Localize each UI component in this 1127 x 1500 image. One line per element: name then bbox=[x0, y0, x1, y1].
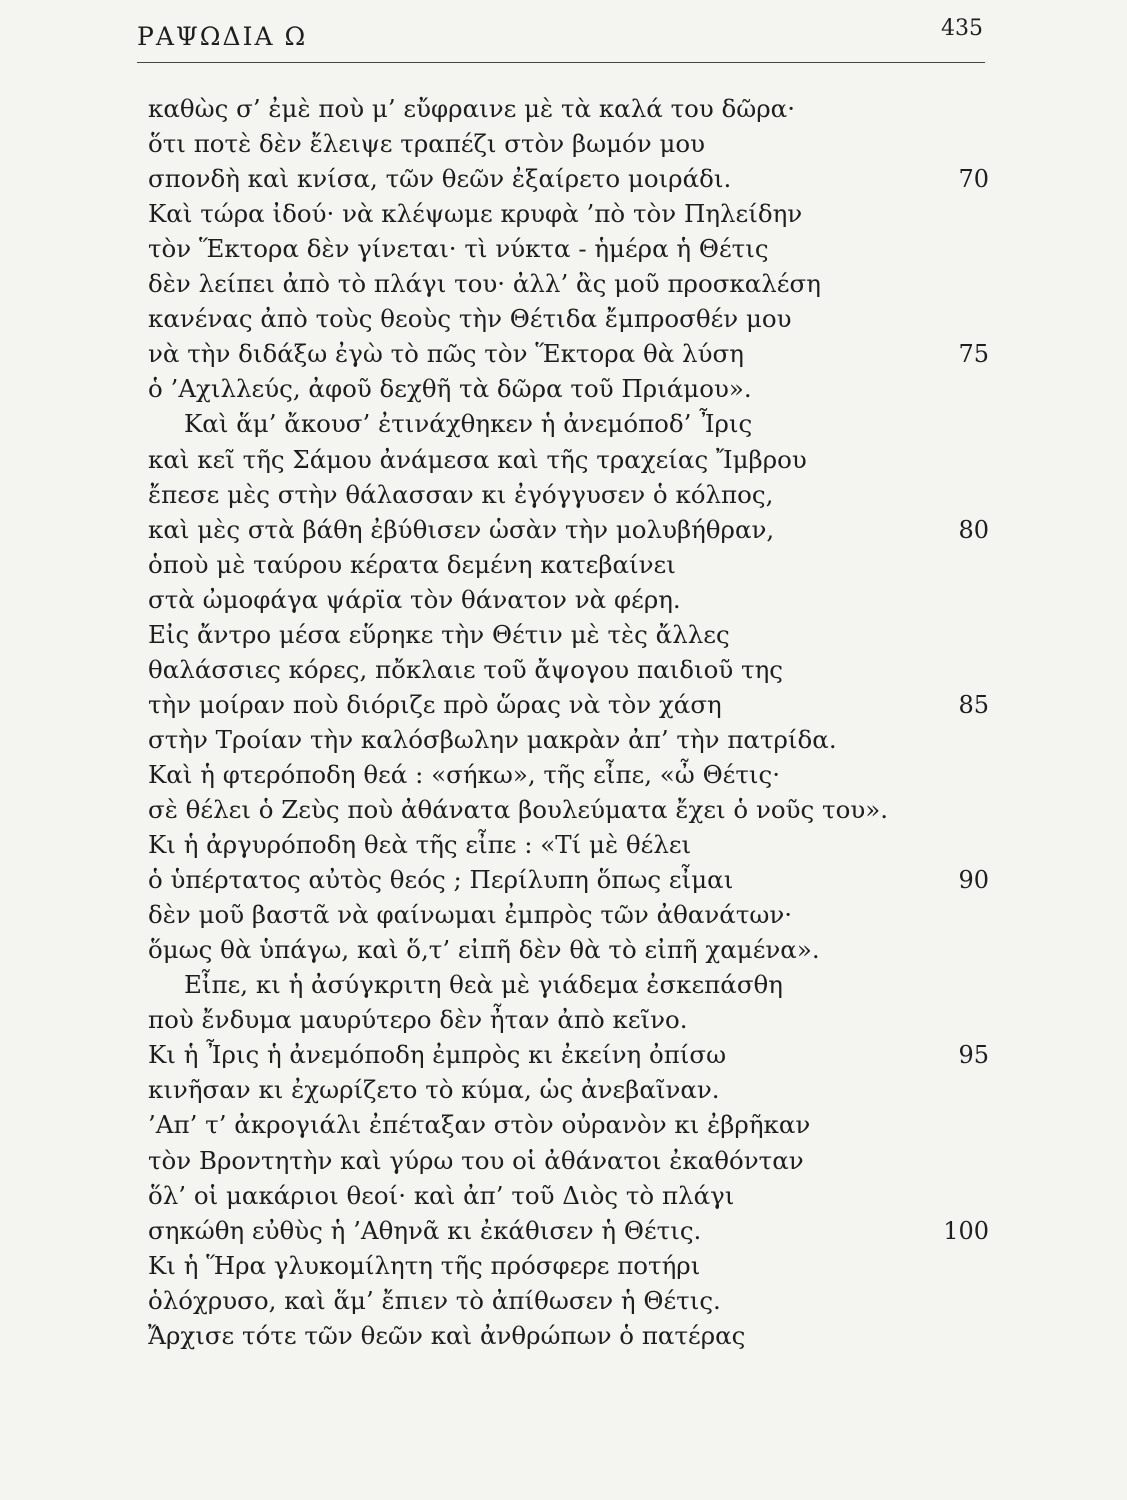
page-number: 435 bbox=[941, 16, 983, 41]
verse-line: ὅτι ποτὲ δὲν ἔλειψε τραπέζι στὸν βωμόν μου bbox=[148, 129, 706, 158]
verse-line: σπονδὴ καὶ κνίσα, τῶν θεῶν ἐξαίρετο μοιράδι. bbox=[148, 164, 732, 193]
verse-line: ὁ ὑπέρτατος αὐτὸς θεός ; Περίλυπη ὅπως εἶμαι bbox=[148, 865, 734, 894]
verse-line: ὁλόχρυσο, καὶ ἅμ’ ἔπιεν τὸ ἀπίθωσεν ἡ Θέτις. bbox=[148, 1286, 721, 1315]
line-number: 75 bbox=[958, 340, 989, 368]
verse-line: νὰ τὴν διδάξω ἐγὼ τὸ πῶς τὸν Ἕκτορα θὰ λύση bbox=[148, 339, 744, 368]
verse-line: ’Απ’ τ’ ἀκρογιάλι ἐπέταξαν στὸν οὐρανὸν κι ἐβρῆκαν bbox=[148, 1110, 811, 1139]
header-rule bbox=[137, 62, 985, 63]
running-header-title: ΡΑΨΩΔΙΑ Ω bbox=[137, 22, 308, 51]
verse-line: κανένας ἀπὸ τοὺς θεοὺς τὴν Θέτιδα ἔμπροσθέν μου bbox=[148, 304, 792, 333]
verse-line: Καὶ τώρα ἰδού· νὰ κλέψωμε κρυφὰ ’πὸ τὸν Πηλείδην bbox=[148, 199, 803, 228]
line-number: 90 bbox=[958, 866, 989, 894]
verse-line: τὸν Βροντητὴν καὶ γύρω του οἱ ἀθάνατοι ἐκαθόνταν bbox=[148, 1146, 804, 1175]
verse-line: Καὶ ἡ φτερόποδη θεά : «σήκω», τῆς εἶπε, «ὦ Θέτις· bbox=[148, 760, 781, 789]
verse-line: καὶ κεῖ τῆς Σάμου ἀνάμεσα καὶ τῆς τραχείας Ἴμβρου bbox=[148, 445, 807, 474]
verse-line: ὅμως θὰ ὑπάγω, καὶ ὅ,τ’ εἰπῆ δὲν θὰ τὸ εἰπῆ χαμένα». bbox=[148, 935, 820, 964]
verse-line: στὴν Τροίαν τὴν καλόσβωλην μακρὰν ἀπ’ τὴν πατρίδα. bbox=[148, 725, 837, 754]
verse-line: ποὺ ἔνδυμα μαυρύτερο δὲν ἦταν ἀπὸ κεῖνο. bbox=[148, 1005, 688, 1034]
verse-line: σηκώθη εὐθὺς ἡ ’Αθηνᾶ κι ἐκάθισεν ἡ Θέτις. bbox=[148, 1216, 702, 1245]
verse-line: Καὶ ἅμ’ ἄκουσ’ ἐτινάχθηκεν ἡ ἀνεμόποδ’ Ἶρις bbox=[184, 409, 753, 438]
verse-line: Κι ἡ Ἶρις ἡ ἀνεμόποδη ἐμπρὸς κι ἐκείνη ὀπίσω bbox=[148, 1040, 727, 1069]
verse-line: σὲ θέλει ὁ Ζεὺς ποὺ ἀθάνατα βουλεύματα ἔχει ὁ νοῦς του». bbox=[148, 795, 888, 824]
verse-line: ὁποὺ μὲ ταύρου κέρατα δεμένη κατεβαίνει bbox=[148, 550, 676, 579]
verse-line: Κι ἡ ἀργυρόποδη θεὰ τῆς εἶπε : «Τί μὲ θέλει bbox=[148, 830, 692, 859]
verse-line: κινῆσαν κι ἐχωρίζετο τὸ κύμα, ὡς ἀνεβαῖναν. bbox=[148, 1075, 720, 1104]
verse-line: τὸν Ἕκτορα δὲν γίνεται· τὶ νύκτα - ἡμέρα ἡ Θέτις bbox=[148, 234, 769, 263]
line-number: 70 bbox=[958, 165, 989, 193]
verse-line: δὲν μοῦ βαστᾶ νὰ φαίνωμαι ἐμπρὸς τῶν ἀθανάτων· bbox=[148, 900, 793, 929]
verse-line: τὴν μοίραν ποὺ διόριζε πρὸ ὥρας νὰ τὸν χάση bbox=[148, 690, 722, 719]
verse-line: Εἶπε, κι ἡ ἀσύγκριτη θεὰ μὲ γιάδεμα ἐσκεπάσθη bbox=[184, 970, 783, 999]
verse-line: ἔπεσε μὲς στὴν θάλασσαν κι ἐγόγγυσεν ὁ κόλπος, bbox=[148, 480, 774, 509]
verse-line: ὅλ’ οἱ μακάριοι θεοί· καὶ ἀπ’ τοῦ Διὸς τὸ πλάγι bbox=[148, 1181, 735, 1210]
line-number: 85 bbox=[958, 691, 989, 719]
verse-line: ὁ ’Αχιλλεύς, ἀφοῦ δεχθῆ τὰ δῶρα τοῦ Πριάμου». bbox=[148, 374, 752, 403]
line-number: 95 bbox=[958, 1041, 989, 1069]
verse-line: Εἰς ἄντρο μέσα εὕρηκε τὴν Θέτιν μὲ τὲς ἄλλες bbox=[148, 620, 730, 649]
verse-line: θαλάσσιες κόρες, πὄκλαιε τοῦ ἄψογου παιδιοῦ της bbox=[148, 655, 783, 684]
line-number: 80 bbox=[958, 516, 989, 544]
verse-line: στὰ ὠμοφάγα ψάρϊα τὸν θάνατον νὰ φέρη. bbox=[148, 585, 681, 614]
verse-line: δὲν λείπει ἀπὸ τὸ πλάγι του· ἀλλ’ ἂς μοῦ προσκαλέση bbox=[148, 269, 821, 298]
verse-line: καὶ μὲς στὰ βάθη ἐβύθισεν ὡσὰν τὴν μολυβήθραν, bbox=[148, 515, 775, 544]
verse-line: Κι ἡ Ἥρα γλυκομίλητη τῆς πρόσφερε ποτήρι bbox=[148, 1251, 701, 1280]
verse-line: καθὼς σ’ ἐμὲ ποὺ μ’ εὔφραινε μὲ τὰ καλά του δῶρα· bbox=[148, 94, 796, 123]
line-number: 100 bbox=[943, 1217, 989, 1245]
verse-line: Ἄρχισε τότε τῶν θεῶν καὶ ἀνθρώπων ὁ πατέρας bbox=[148, 1321, 746, 1350]
